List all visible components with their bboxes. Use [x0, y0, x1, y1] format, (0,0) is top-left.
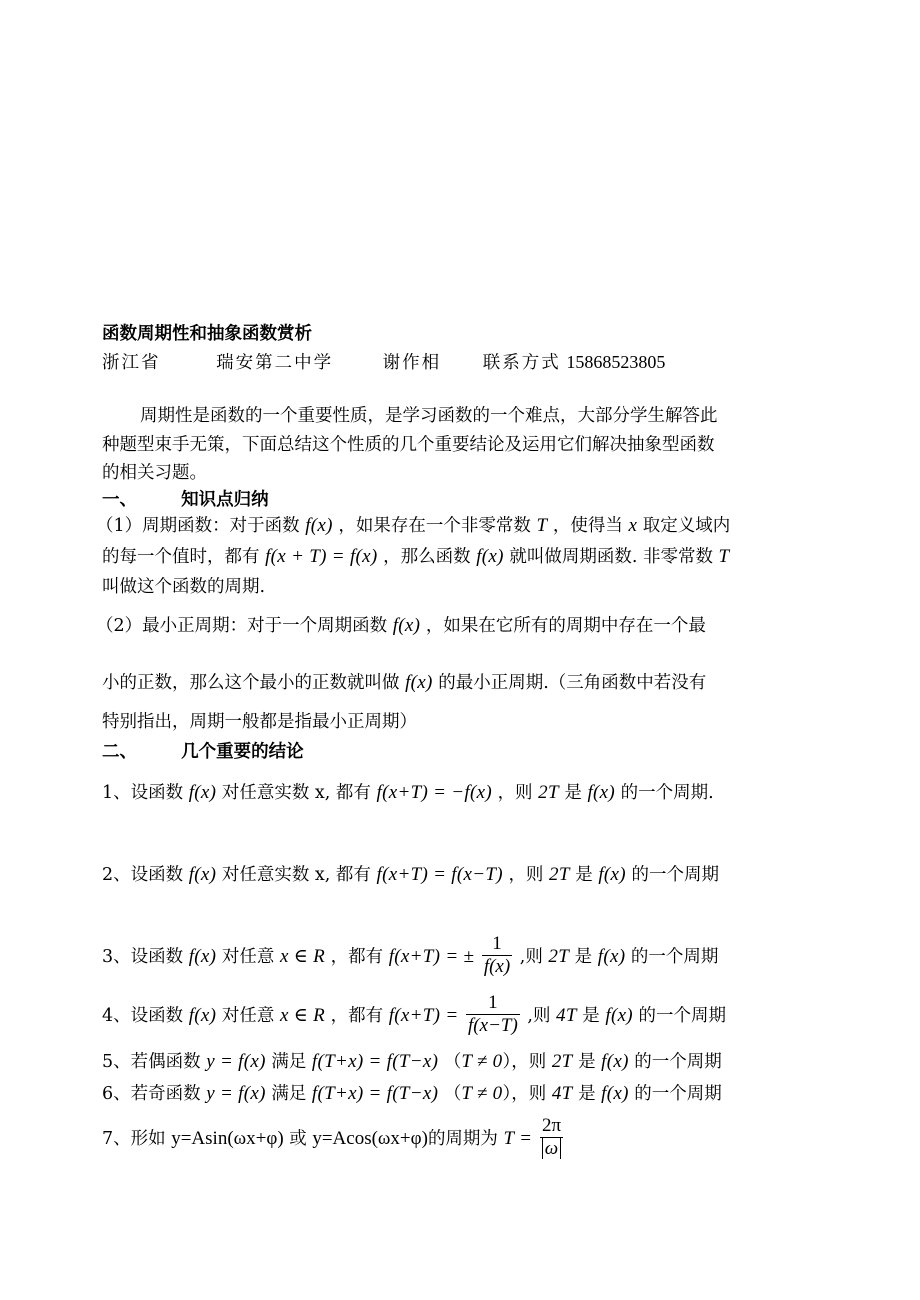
text: 的一个周期 — [638, 1006, 727, 1026]
text: ，则 — [497, 783, 533, 803]
text: （2）最小正周期：对于一个周期函数 — [96, 616, 388, 636]
section-2-title: 几个重要的结论 — [181, 742, 304, 762]
math-T: T — [536, 515, 548, 536]
section-1-number: 一、 — [102, 490, 137, 510]
text: 取定义域内 — [642, 516, 731, 536]
text: 3、设函数 — [102, 947, 184, 967]
math-T: T — [718, 546, 730, 567]
text: 4、设函数 — [102, 1006, 184, 1026]
text: （ — [443, 1052, 462, 1072]
conclusion-7 — [102, 1116, 565, 1162]
doc-title: 函数周期性和抽象函数赏析 — [102, 324, 312, 344]
intro-line-3: 的相关习题。 — [102, 463, 207, 483]
definition-1-line-2 — [102, 546, 729, 568]
intro-line-2: 种题型束手无策，下面总结这个性质的几个重要结论及运用它们解决抽象型函数 — [102, 435, 715, 455]
author-school: 瑞安第二中学 — [216, 353, 334, 373]
absolute-omega: ω — [542, 1138, 561, 1159]
math-equation: f(x+T) = — [388, 1005, 459, 1026]
section-1-heading — [102, 489, 269, 511]
math-period: 2T — [548, 946, 570, 967]
contact-label: 联系方式 — [482, 353, 561, 373]
math-fx: f(x) — [188, 782, 217, 803]
text: 对任意 — [221, 1006, 275, 1026]
text: （1）周期函数：对于函数 — [96, 516, 300, 536]
author-line — [102, 351, 665, 374]
text: ，使得当 — [552, 516, 623, 536]
text: 的一个周期 — [634, 1052, 722, 1072]
text: ,则 — [519, 947, 543, 967]
math-equation: T = — [503, 1128, 533, 1149]
text: 7、形如 — [102, 1129, 166, 1149]
definition-1-line-1 — [96, 515, 730, 537]
text: 是 — [578, 1084, 596, 1104]
math-fx: f(x) — [605, 1005, 633, 1026]
math-fx: f(x) — [587, 782, 616, 803]
text: 是 — [564, 783, 582, 803]
text: ，如果存在一个非零常数 — [338, 516, 531, 536]
conclusion-5 — [102, 1051, 722, 1073]
math-fx: f(x) — [601, 1051, 629, 1072]
author-province: 浙江省 — [102, 353, 161, 373]
math-equation: f(T+x) = f(T−x) — [311, 1051, 439, 1072]
math-fx: f(x) — [188, 864, 217, 885]
math-period: 2T — [551, 1051, 573, 1072]
text: 满足 — [271, 1084, 307, 1104]
text: 对任意实数 x, 都有 — [221, 783, 371, 803]
fraction-denominator: f(x) — [483, 956, 511, 977]
definition-2-line-3: 特别指出，周期一般都是指最小正周期） — [102, 712, 417, 732]
math-fx: f(x) — [305, 515, 333, 536]
math-period: 4T — [551, 1083, 573, 1104]
math-condition: x ∈ R — [279, 946, 326, 967]
math-fx: f(x) — [188, 1005, 217, 1026]
math-condition: T ≠ 0 — [461, 1083, 503, 1104]
text: 满足 — [271, 1052, 307, 1072]
text: ，如果在它所有的周期中存在一个最 — [425, 616, 706, 636]
math-period: 2T — [549, 864, 570, 885]
text: 是 — [574, 947, 593, 967]
math-x: x — [628, 515, 638, 536]
conclusion-3 — [102, 934, 718, 980]
text: ），则 — [502, 1052, 547, 1072]
math-fx: f(x) — [188, 946, 217, 967]
definition-2-line-2 — [102, 672, 706, 694]
text: ，那么函数 — [383, 547, 471, 567]
definition-2-line-1 — [96, 615, 706, 637]
text: 对任意 — [221, 947, 275, 967]
text: 的最小正周期.（三角函数中若没有 — [438, 673, 707, 693]
text: 小的正数，那么这个最小的正数就叫做 — [102, 673, 400, 693]
text: 的一个周期 — [634, 1084, 722, 1104]
math-formula: y=Acos(ωx+φ) — [312, 1128, 428, 1149]
math-condition: T ≠ 0 — [461, 1051, 503, 1072]
text: 1、设函数 — [102, 783, 184, 803]
text: ，都有 — [330, 947, 384, 967]
math-fx: f(x) — [597, 946, 626, 967]
section-1-title: 知识点归纳 — [181, 490, 269, 510]
math-equation: f(x + T) = f(x) — [265, 546, 378, 567]
math-fx: f(x) — [476, 546, 504, 567]
fraction — [540, 1115, 563, 1160]
text: 的一个周期 — [631, 865, 719, 885]
text: ，都有 — [330, 1006, 384, 1026]
math-fx: f(x) — [392, 615, 421, 636]
text: 就叫做周期函数. 非零常数 — [509, 547, 713, 567]
text: 是 — [575, 865, 593, 885]
text: 的一个周期 — [630, 947, 719, 967]
text: 5、若偶函数 — [102, 1052, 201, 1072]
intro-line-1: 周期性是函数的一个重要性质，是学习函数的一个难点，大部分学生解答此 — [140, 406, 718, 426]
fraction-numerator: 2π — [540, 1115, 563, 1138]
fraction-numerator: 1 — [466, 992, 520, 1015]
author-name: 谢作相 — [382, 353, 442, 373]
math-equation: f(T+x) = f(T−x) — [311, 1083, 439, 1104]
math-fx: f(x) — [601, 1083, 629, 1104]
conclusion-4 — [102, 993, 726, 1039]
fraction-denominator: f(x−T) — [468, 1015, 518, 1036]
text: ,则 — [527, 1006, 551, 1026]
fraction — [482, 933, 512, 978]
math-period: 4T — [556, 1005, 577, 1026]
text: 是 — [578, 1052, 596, 1072]
math-function: y = f(x) — [206, 1083, 266, 1104]
contact-phone: 15868523805 — [566, 352, 666, 372]
math-equation: f(x+T) = f(x−T) — [376, 864, 503, 885]
math-equation: f(x+T) = ± — [388, 946, 475, 967]
text: 的一个周期. — [620, 783, 714, 803]
section-2-heading — [102, 741, 304, 763]
fraction-denominator — [540, 1138, 563, 1160]
text: （ — [443, 1084, 462, 1104]
math-condition: x ∈ R — [279, 1005, 326, 1026]
math-fx: f(x) — [598, 864, 626, 885]
text: 对任意实数 x, 都有 — [221, 865, 371, 885]
math-period: 2T — [538, 782, 559, 803]
conclusion-1 — [102, 782, 714, 804]
text: 6、若奇函数 — [102, 1084, 201, 1104]
definition-1-line-3: 叫做这个函数的周期. — [102, 577, 266, 597]
text: 或 — [289, 1129, 307, 1149]
text: ，则 — [508, 865, 544, 885]
fraction — [466, 992, 520, 1037]
text: 的周期为 — [427, 1129, 498, 1149]
conclusion-6 — [102, 1083, 722, 1105]
text: 是 — [582, 1006, 600, 1026]
math-equation: f(x+T) = −f(x) — [376, 782, 492, 803]
math-function: y = f(x) — [206, 1051, 266, 1072]
math-formula: y=Asin(ωx+φ) — [171, 1128, 284, 1149]
text: ），则 — [502, 1084, 547, 1104]
section-2-number: 二、 — [102, 742, 137, 762]
math-fx: f(x) — [405, 672, 433, 693]
fraction-numerator: 1 — [482, 933, 512, 956]
conclusion-2 — [102, 864, 719, 886]
text: 2、设函数 — [102, 865, 184, 885]
text: 的每一个值时，都有 — [102, 547, 260, 567]
